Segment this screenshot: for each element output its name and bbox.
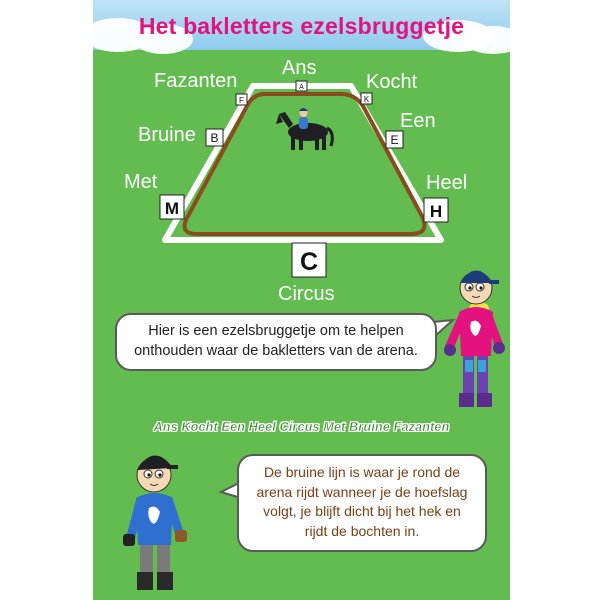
mnemonic-text: Ans Kocht Een Heel Circus Met Bruine Fazanten: [153, 420, 450, 434]
letter-a: A: [299, 84, 304, 91]
letter-b: B: [210, 131, 219, 145]
letter-f: F: [239, 96, 244, 105]
speech-bubble-bottom: [237, 454, 487, 552]
word-een: Een: [400, 110, 436, 132]
word-heel: Heel: [426, 172, 468, 194]
bubble-bottom-line-2: arena rijdt wanneer je de hoefslag: [256, 483, 468, 500]
word-circus: Circus: [278, 283, 335, 305]
letter-marker-a: [296, 81, 307, 91]
bubble-bottom-line-1: De bruine lijn is waar je rond de: [263, 464, 461, 480]
bubble-top-line-1: Hier is een ezelsbruggetje om te helpen: [148, 323, 404, 339]
bubble-bottom-line-3: volgt, je blijft dicht bij het hek en: [263, 503, 461, 519]
letter-marker-m: [160, 195, 184, 219]
letter-marker-f: [236, 94, 247, 105]
poster: [93, 0, 510, 600]
word-ans: Ans: [282, 57, 317, 79]
letter-k: K: [363, 95, 370, 104]
letter-e: E: [390, 133, 399, 147]
bubble-top-line-2: onthouden waar de bakletters van de arena.: [134, 343, 418, 359]
word-bruine: Bruine: [138, 124, 196, 146]
horse-rider-icon: [276, 108, 332, 150]
letter-marker-b: [206, 129, 223, 146]
letter-marker-k: [361, 93, 372, 104]
boy-rider-icon: [123, 455, 187, 590]
word-met: Met: [124, 171, 158, 193]
speech-bubble-top: [115, 313, 437, 371]
letter-marker-c: [292, 243, 326, 277]
word-kocht: Kocht: [366, 71, 418, 93]
word-fazanten: Fazanten: [154, 70, 238, 92]
letter-c: C: [299, 248, 319, 276]
letter-marker-e: [386, 131, 403, 148]
bubble-bottom-line-4: rijdt de bochten in.: [304, 522, 420, 539]
page-title: Het bakletters ezelsbruggetje: [138, 13, 465, 39]
letter-marker-h: [424, 198, 448, 222]
girl-rider-icon: [444, 271, 505, 408]
letter-h: H: [429, 202, 443, 221]
letter-m: M: [164, 199, 180, 218]
